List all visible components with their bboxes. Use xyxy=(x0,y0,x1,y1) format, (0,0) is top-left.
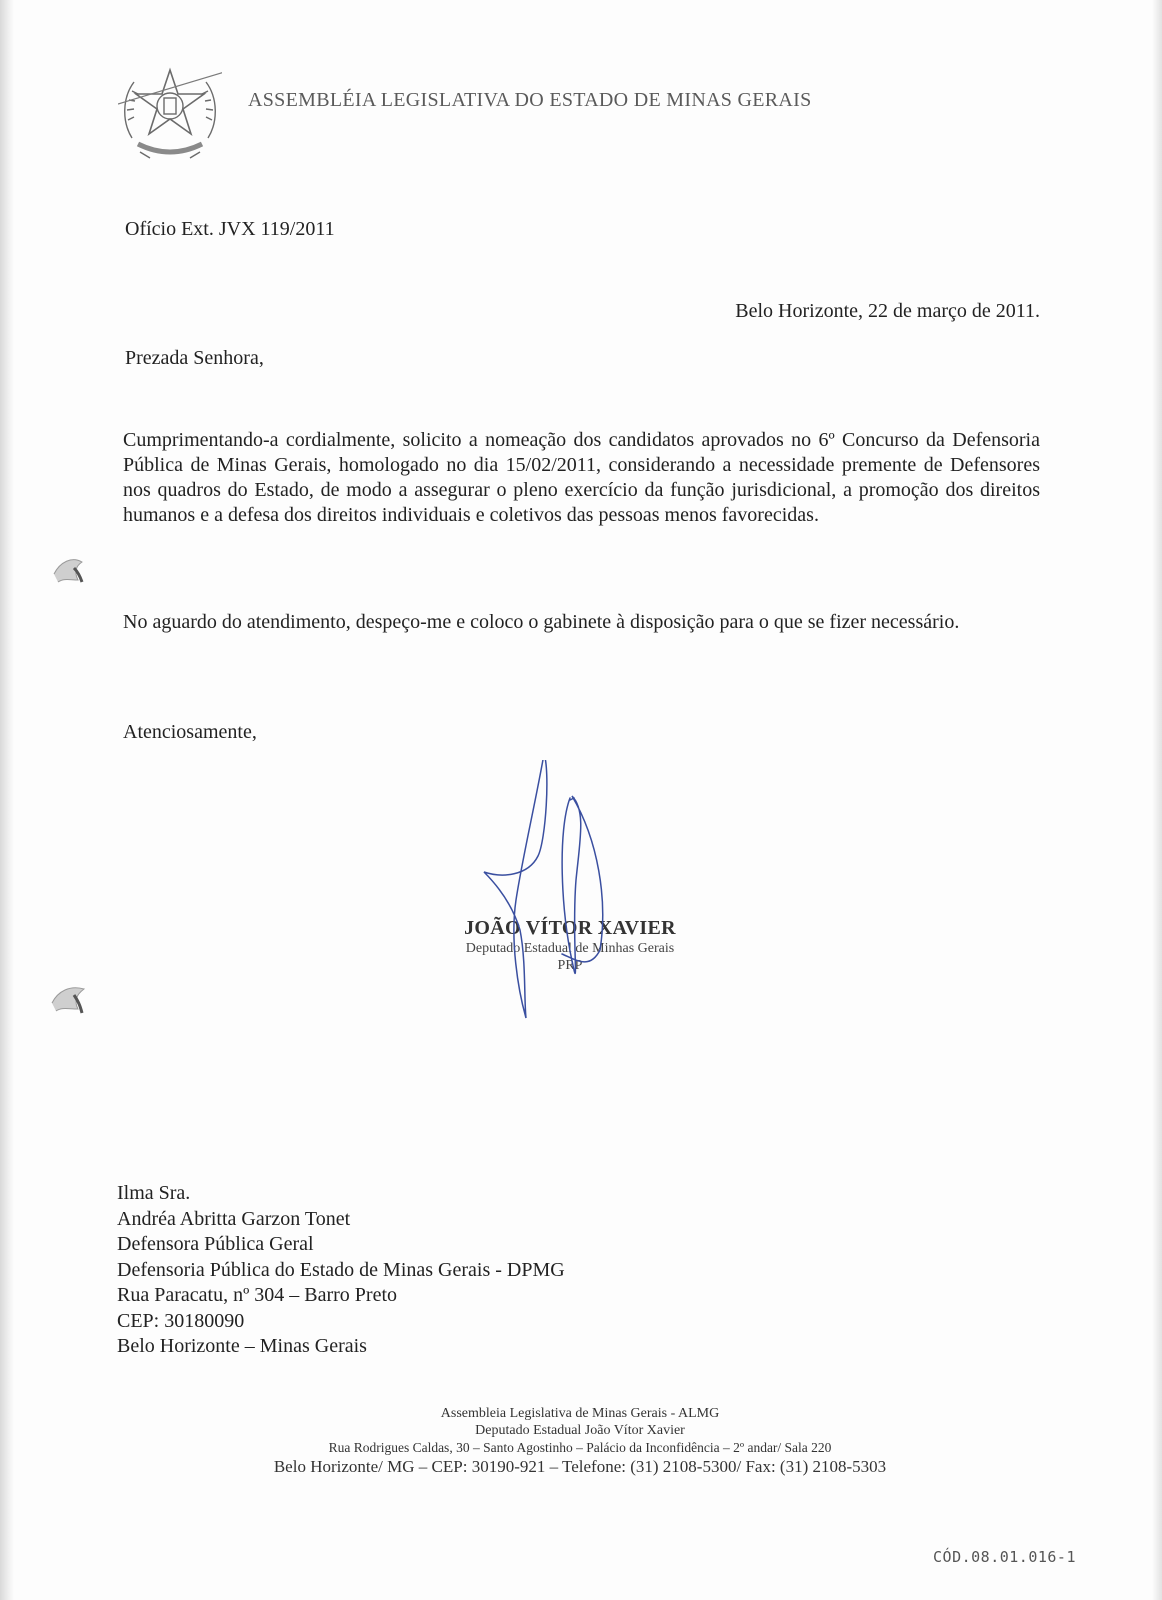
scan-left-edge xyxy=(0,0,14,1600)
letterhead-footer xyxy=(220,1405,940,1477)
staple-hole-icon xyxy=(50,985,90,1019)
body-paragraph-2: No aguardo do atendimento, despeço-me e coloco o gabinete à disposição para o que se fizer necessário. xyxy=(123,611,960,633)
dateline: Belo Horizonte, 22 de março de 2011. xyxy=(735,300,1040,322)
addressee-block xyxy=(117,1181,565,1360)
addressee-line: Rua Paracatu, nº 304 – Barro Preto xyxy=(117,1284,398,1306)
signatory-name: JOÃO VÍTOR XAVIER xyxy=(464,917,676,939)
addressee-line: Ilma Sra. xyxy=(117,1182,191,1204)
footer-line: Deputado Estadual João Vítor Xavier xyxy=(475,1423,685,1438)
document-reference: Ofício Ext. JVX 119/2011 xyxy=(125,218,335,240)
signatory-party: PRP xyxy=(557,958,583,973)
handwritten-signature xyxy=(480,760,650,1040)
addressee-line: Andréa Abritta Garzon Tonet xyxy=(117,1207,351,1230)
addressee-line: Defensora Pública Geral xyxy=(117,1233,314,1255)
staple-hole-icon xyxy=(52,556,92,590)
body-paragraph-1: Cumprimentando-a cordialmente, solicito a nomeação dos candidatos aprovados no 6º Concurso da Defensoria Pública de Minas Gerais, homologado no dia 15/02/2011, considerando a necessidade premente de Defensores nos quadros do Estado, de modo a assegurar o pleno exercício da função jurisdicional, a promoção dos direitos humanos e a defesa dos direitos individuais e coletivos das pessoas menos favorecidas. xyxy=(123,429,1040,526)
state-seal-icon xyxy=(118,60,222,164)
footer-line: Belo Horizonte/ MG – CEP: 30190-921 – Telefone: (31) 2108-5300/ Fax: (31) 2108-5303 xyxy=(273,1457,887,1476)
addressee-line: Belo Horizonte – Minas Gerais xyxy=(117,1335,367,1357)
scan-right-edge xyxy=(1152,0,1162,1600)
header-title: ASSEMBLÉIA LEGISLATIVA DO ESTADO DE MINAS GERAIS xyxy=(248,89,812,111)
signatory-role: Deputado Estadual de Minhas Gerais xyxy=(465,941,675,956)
footer-line: Assembleia Legislativa de Minas Gerais - ALMG xyxy=(440,1406,720,1421)
footer-line: Rua Rodrigues Caldas, 30 – Santo Agostinho – Palácio da Inconfidência – 2º andar/ Sala 220 xyxy=(328,1440,832,1455)
document-code: CÓD.08.01.016-1 xyxy=(933,1548,1076,1566)
salutation: Prezada Senhora, xyxy=(125,347,264,369)
closing: Atenciosamente, xyxy=(123,721,257,743)
addressee-line: CEP: 30180090 xyxy=(117,1309,245,1332)
addressee-line: Defensoria Pública do Estado de Minas Gerais - DPMG xyxy=(117,1258,565,1281)
